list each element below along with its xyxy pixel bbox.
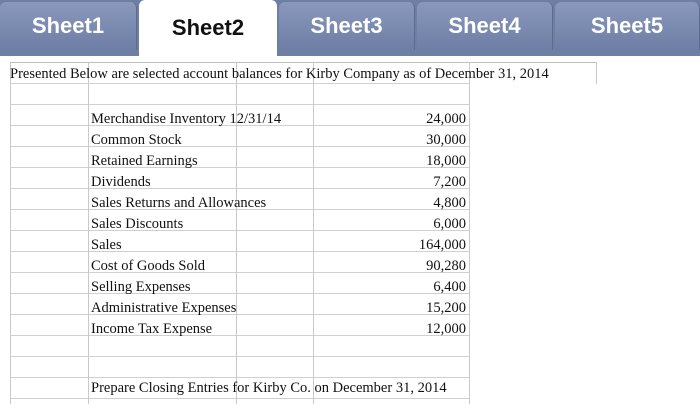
spreadsheet-area[interactable] — [0, 56, 700, 420]
account-name: Dividends — [91, 174, 151, 190]
account-amount: 30,000 — [426, 132, 466, 148]
tab-sheet4[interactable]: Sheet4 — [417, 2, 553, 50]
account-amount: 7,200 — [433, 174, 466, 190]
sheet-tab-bar — [0, 0, 700, 56]
grid-row-line — [10, 83, 469, 84]
account-amount: 12,000 — [426, 321, 466, 337]
instruction-text: Prepare Closing Entries for Kirby Co. on December 31, 2014 — [91, 380, 447, 396]
account-amount: 18,000 — [426, 153, 466, 169]
grid-row-line — [10, 104, 469, 105]
account-name: Common Stock — [91, 132, 182, 148]
account-amount: 6,000 — [433, 216, 466, 232]
grid-row-line — [10, 314, 469, 315]
account-name: Sales — [91, 237, 122, 253]
grid-row-line — [10, 146, 469, 147]
grid-column-line — [469, 62, 470, 404]
grid-row-line — [10, 272, 469, 273]
account-amount: 6,400 — [433, 279, 466, 295]
account-name: Selling Expenses — [91, 279, 191, 295]
account-amount: 15,200 — [426, 300, 466, 316]
account-name: Sales Returns and Allowances — [91, 195, 267, 211]
grid-row-line — [10, 251, 469, 252]
account-name: Cost of Goods Sold — [91, 258, 206, 274]
account-name: Income Tax Expense — [91, 321, 213, 337]
grid-column-line — [88, 62, 89, 404]
grid-column-line — [313, 62, 314, 404]
tab-sheet3[interactable]: Sheet3 — [279, 2, 415, 50]
account-amount: 4,800 — [433, 195, 466, 211]
tab-sheet5[interactable]: Sheet5 — [555, 2, 700, 50]
tab-sheet1[interactable]: Sheet1 — [0, 2, 137, 50]
account-name: Merchandise Inventory 12/31/14 — [91, 111, 282, 127]
grid-column-line — [10, 62, 11, 404]
grid-row-line — [10, 167, 469, 168]
grid-row-line — [10, 188, 469, 189]
grid-row-line — [10, 293, 469, 294]
tab-sheet2[interactable]: Sheet2 — [139, 0, 277, 56]
grid-row-line — [10, 356, 469, 357]
header-caption: Presented Below are selected account balances for Kirby Company as of December 31, 2014 — [10, 66, 549, 82]
account-amount: 90,280 — [426, 258, 466, 274]
account-amount: 164,000 — [418, 237, 466, 253]
account-amount: 24,000 — [426, 111, 466, 127]
account-name: Retained Earnings — [91, 153, 198, 169]
grid-row-line — [10, 335, 469, 336]
account-name: Sales Discounts — [91, 216, 184, 232]
grid-row-line — [10, 230, 469, 231]
account-name: Administrative Expenses — [91, 300, 237, 316]
